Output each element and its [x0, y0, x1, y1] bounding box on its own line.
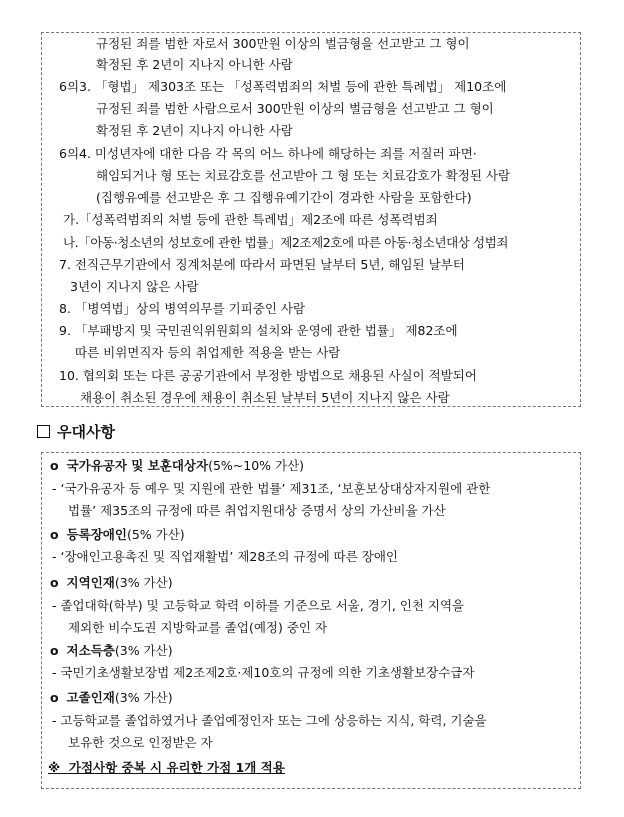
- pref-rate: (5% 가산): [126, 527, 185, 542]
- text-line: 6의3. 「형법」 제303조 또는 「성폭력범죄의 처벌 등에 관한 특례법」 제10조에: [59, 79, 507, 94]
- text-line: 확정된 후 2년이 지나지 아니한 사람: [96, 123, 293, 138]
- pref-heading: [50, 690, 173, 706]
- pref-rate: (3% 가산): [114, 690, 173, 705]
- pref-line: 제외한 비수도권 지방학교를 졸업(예정) 중인 자: [68, 620, 328, 635]
- pref-title: 등록장애인: [66, 527, 127, 542]
- text-line: 해임되거나 형 또는 치료감호를 선고받아 그 형 또는 치료감호가 확정된 사람: [96, 168, 511, 183]
- bullet: o: [50, 527, 59, 542]
- text-line: 따른 비위면직자 등의 취업제한 적용을 받는 사람: [75, 345, 341, 360]
- text-line: 가.「성폭력범죄의 처벌 등에 관한 특례법」제2조에 따른 성폭력범죄: [63, 212, 438, 227]
- note-text: 가점사항 중복 시 유리한 가점 1개 적용: [68, 760, 285, 775]
- pref-rate: (5%~10% 가산): [208, 458, 305, 473]
- pref-line: - ‘장애인고용촉진 및 직업재활법’ 제28조의 규정에 따른 장애인: [52, 549, 398, 564]
- pref-title: 지역인재: [66, 575, 115, 590]
- pref-line: - 졸업대학(학부) 및 고등학교 학력 이하를 기준으로 서울, 경기, 인천 지역을: [52, 598, 465, 613]
- text-line: 규정된 죄를 범한 자로서 300만원 이상의 벌금형을 선고받고 그 형이: [96, 36, 470, 51]
- text-line: 채용이 취소된 경우에 채용이 취소된 날부터 5년이 지나지 않은 사람: [80, 390, 450, 405]
- checkbox-square-icon: [37, 425, 50, 438]
- pref-heading: [50, 458, 304, 474]
- bullet: o: [50, 690, 59, 705]
- text-line: 확정된 후 2년이 지나지 아니한 사람: [96, 57, 293, 72]
- bullet: o: [50, 575, 59, 590]
- pref-line: - 고등학교를 졸업하였거나 졸업예정인자 또는 그에 상응하는 지식, 학력, 기술을: [52, 713, 487, 728]
- section-title: 우대사항: [37, 421, 115, 442]
- reference-mark-icon: ※: [48, 760, 61, 775]
- text-line: 3년이 지나지 않은 사람: [70, 279, 199, 294]
- bullet: o: [50, 458, 59, 473]
- pref-line: 보유한 것으로 인정받은 자: [68, 735, 213, 750]
- text-line: (집행유예를 선고받은 후 그 집행유예기간이 경과한 사람을 포함한다): [96, 190, 472, 205]
- bullet: o: [50, 643, 59, 658]
- pref-title: 국가유공자 및 보훈대상자: [66, 458, 209, 473]
- text-line: 6의4. 미성년자에 대한 다음 각 목의 어느 하나에 해당하는 죄를 저질러 파면·: [59, 146, 477, 161]
- text-line: 10. 협의회 또는 다른 공공기관에서 부정한 방법으로 채용된 사실이 적발되어: [59, 368, 477, 383]
- text-line: 규정된 죄를 범한 사람으로서 300만원 이상의 벌금형을 선고받고 그 형이: [96, 101, 494, 116]
- pref-line: - ‘국가유공자 등 예우 및 지원에 관한 법률’ 제31조, ‘보훈보상대상자지원에 관한: [52, 481, 491, 496]
- bonus-note: [48, 760, 285, 776]
- text-line: 9. 「부패방지 및 국민권익위원회의 설치와 운영에 관한 법률」 제82조에: [59, 323, 458, 338]
- pref-rate: (3% 가산): [114, 575, 173, 590]
- pref-line: - 국민기초생활보장법 제2조제2호·제10호의 규정에 의한 기초생활보장수급자: [52, 665, 475, 680]
- pref-heading: [50, 643, 173, 659]
- text-line: 나.「아동·청소년의 성보호에 관한 법률」제2조제2호에 따른 아동·청소년대상 성범죄: [63, 235, 509, 250]
- pref-title: 고졸인재: [66, 690, 115, 705]
- text-line: 7. 전직근무기관에서 징계처분에 따라서 파면된 날부터 5년, 해임된 날부터: [59, 257, 465, 272]
- pref-rate: (3% 가산): [114, 643, 173, 658]
- pref-heading: [50, 527, 185, 543]
- pref-line: 법률’ 제35조의 규정에 따른 취업지원대상 증명서 상의 가산비율 가산: [68, 503, 446, 518]
- pref-title: 저소득층: [66, 643, 115, 658]
- pref-heading: [50, 575, 173, 591]
- text-line: 8. 「병역법」상의 병역의무를 기피중인 사람: [59, 301, 306, 316]
